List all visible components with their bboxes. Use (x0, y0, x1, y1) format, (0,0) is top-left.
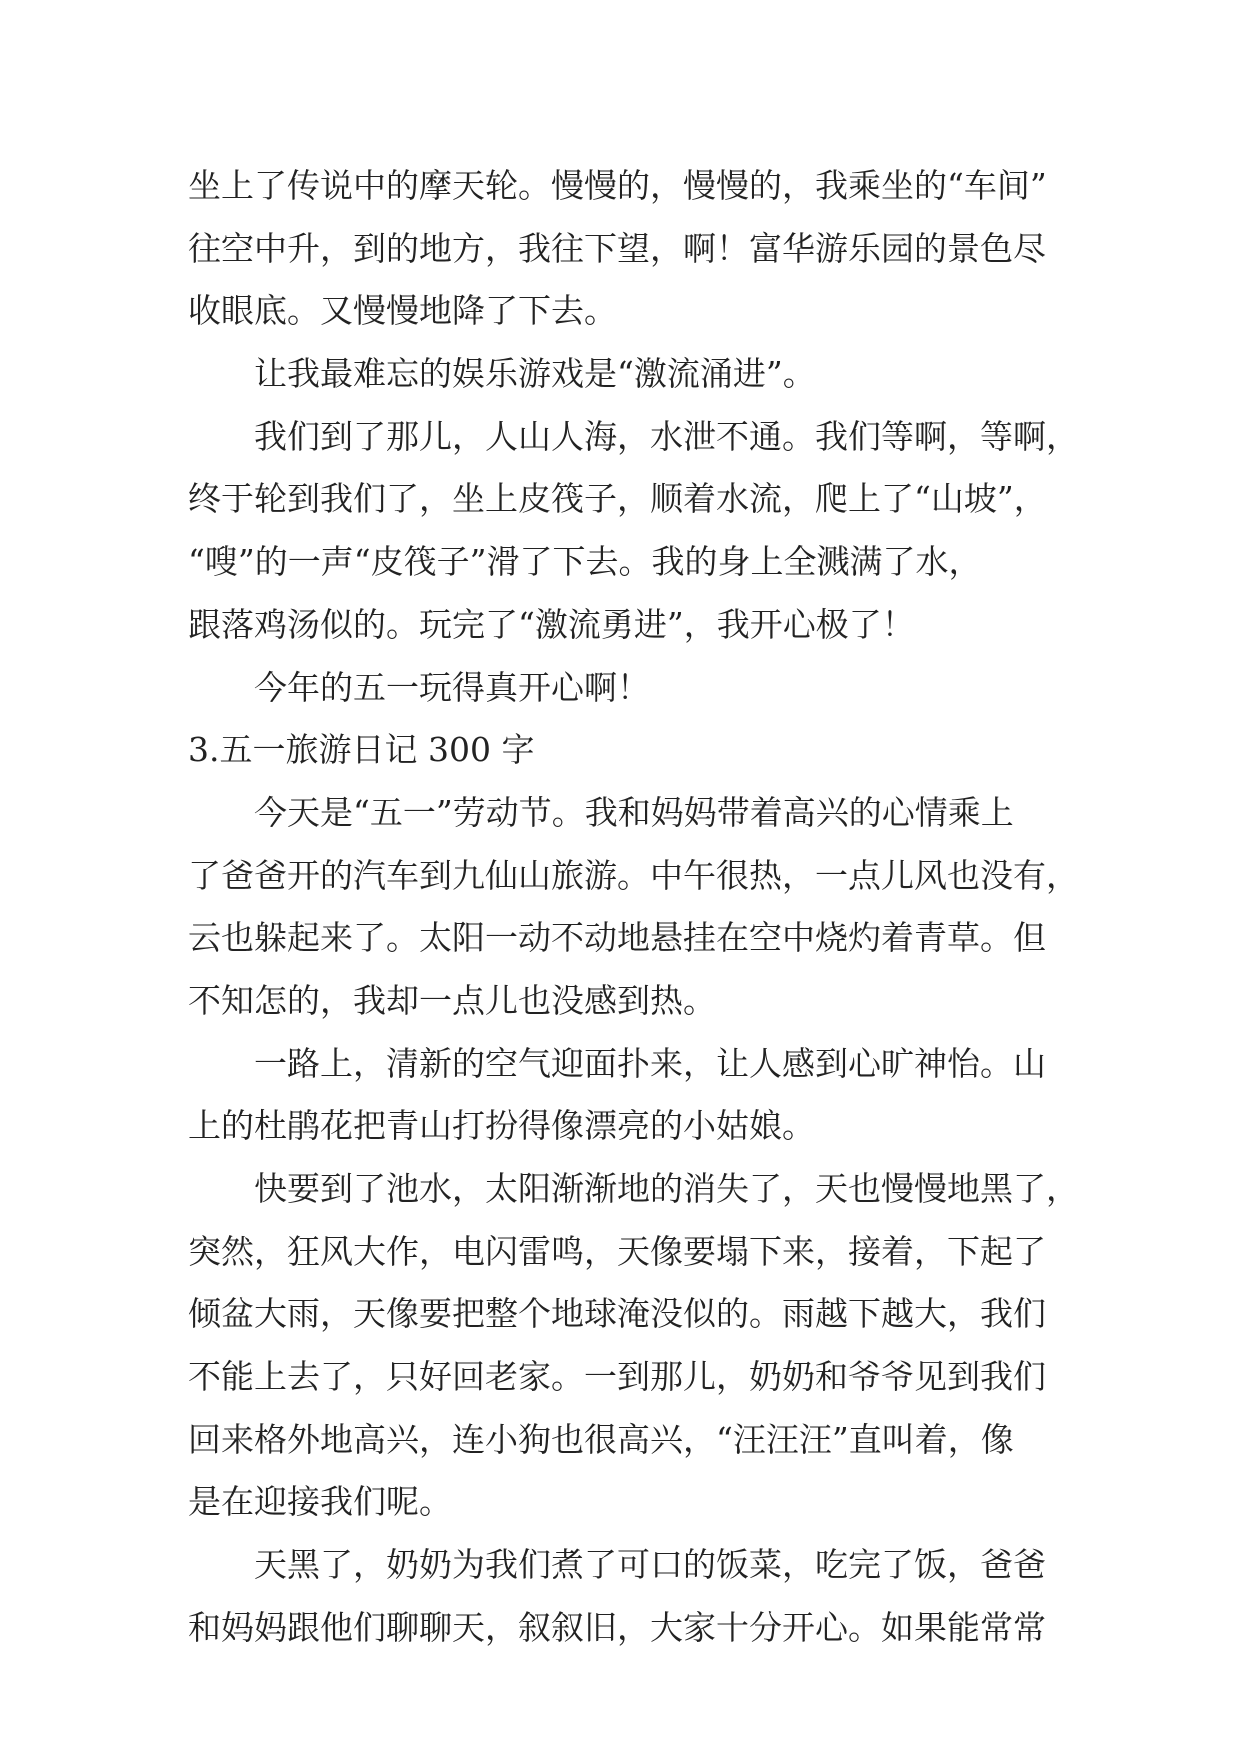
text-line: 今天是“五一”劳动节。我和妈妈带着高兴的心情乘上 (254, 792, 1014, 832)
text-line: 收眼底。又慢慢地降了下去。 (188, 291, 617, 331)
text-line: 终于轮到我们了，坐上皮筏子，顺着水流，爬上了“山坡”， (188, 479, 1047, 519)
text-line: 我们到了那儿，人山人海，水泄不通。我们等啊，等啊， (254, 416, 1079, 456)
section-heading: 3.五一旅游日记 300 字 (188, 730, 535, 770)
text-line: 了爸爸开的汽车到九仙山旅游。中午很热，一点儿风也没有， (188, 855, 1079, 895)
text-line: 不能上去了，只好回老家。一到那儿，奶奶和爷爷见到我们 (188, 1357, 1046, 1397)
text-line: 往空中升，到的地方，我往下望，啊！富华游乐园的景色尽 (188, 228, 1046, 268)
text-line: 回来格外地高兴，连小狗也很高兴，“汪汪汪”直叫着，像 (188, 1419, 1014, 1459)
text-line: “嗖”的一声“皮筏子”滑了下去。我的身上全溅满了水， (188, 542, 982, 582)
text-line: 云也躲起来了。太阳一动不动地悬挂在空中烧灼着青草。但 (188, 918, 1046, 958)
text-line: 倾盆大雨，天像要把整个地球淹没似的。雨越下越大，我们 (188, 1294, 1046, 1334)
text-line: 跟落鸡汤似的。玩完了“激流勇进”，我开心极了！ (188, 604, 915, 644)
text-line: 突然，狂风大作，电闪雷鸣，天像要塌下来，接着，下起了 (188, 1231, 1046, 1271)
text-line: 快要到了池水，太阳渐渐地的消失了，天也慢慢地黑了， (254, 1169, 1079, 1208)
text-line: 是在迎接我们呢。 (188, 1482, 452, 1522)
text-line: 和妈妈跟他们聊聊天，叙叙旧，大家十分开心。如果能常常 (188, 1607, 1046, 1647)
document-body (188, 155, 1079, 1660)
text-line: 不知怎的，我却一点儿也没感到热。 (188, 980, 716, 1020)
text-line: 今年的五一玩得真开心啊！ (254, 667, 650, 707)
text-line: 让我最难忘的娱乐游戏是“激流涌进”。 (254, 354, 816, 394)
text-line: 上的杜鹃花把青山打扮得像漂亮的小姑娘。 (188, 1106, 815, 1146)
text-line: 天黑了，奶奶为我们煮了可口的饭菜，吃完了饭，爸爸 (254, 1545, 1046, 1585)
text-line: 一路上，清新的空气迎面扑来，让人感到心旷神怡。山 (254, 1043, 1046, 1083)
text-line: 坐上了传说中的摩天轮。慢慢的，慢慢的，我乘坐的“车间” (188, 166, 1047, 205)
